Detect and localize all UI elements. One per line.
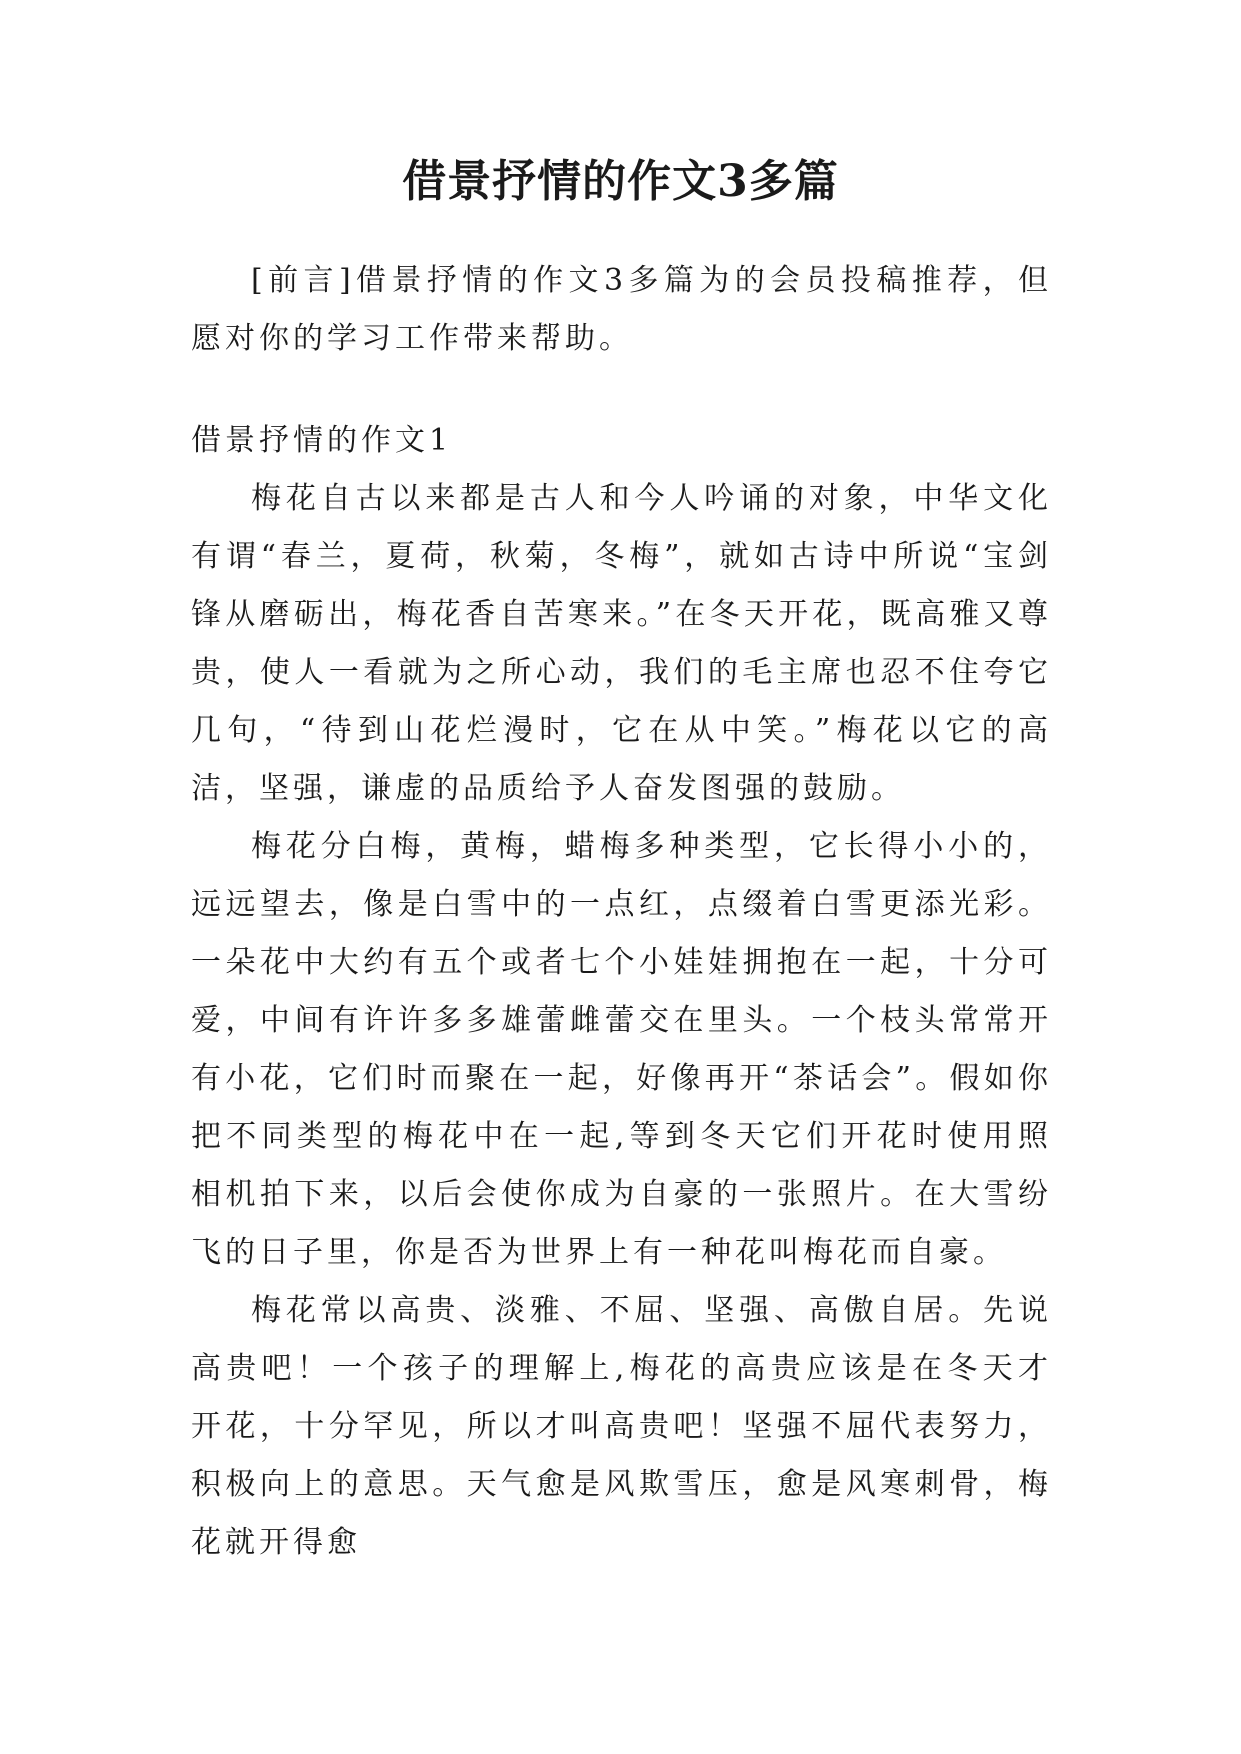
body-paragraph-3: 梅花常以高贵、淡雅、不屈、坚强、高傲自居。先说高贵吧！一个孩子的理解上,梅花的高贵应该是在冬天才开花，十分罕见，所以才叫高贵吧！坚强不屈代表努力，积极向上的意思。天气愈是风欺雪压，愈是风寒刺骨，梅花就开得愈 [191, 1293, 1052, 1560]
body-paragraph-2: 梅花分白梅，黄梅，蜡梅多种类型，它长得小小的，远远望去，像是白雪中的一点红，点缀着白雪更添光彩。一朵花中大约有五个或者七个小娃娃拥抱在一起，十分可爱，中间有许许多多雄蕾雌蕾交在里头。一个枝头常常开有小花，它们时而聚在一起，好像再开“茶话会”。假如你把不同类型的梅花中在一起,等到冬天它们开花时使用照相机拍下来，以后会使你成为自豪的一张照片。在大雪纷飞的日子里，你是否为世界上有一种花叫梅花而自豪。 [191, 829, 1052, 1270]
preface-paragraph: [前言]借景抒情的作文3多篇为的会员投稿推荐，但愿对你的学习工作带来帮助。 [191, 263, 1052, 356]
section-heading: 借景抒情的作文1 [191, 423, 453, 458]
document-body [191, 252, 1052, 1572]
document-title: 借景抒情的作文3多篇 [402, 156, 839, 207]
body-paragraph-1: 梅花自古以来都是古人和今人吟诵的对象，中华文化有谓“春兰，夏荷，秋菊，冬梅”，就如古诗中所说“宝剑锋从磨砺出，梅花香自苦寒来。”在冬天开花，既高雅又尊贵，使人一看就为之所心动，我们的毛主席也忍不住夸它几句，“待到山花烂漫时，它在从中笑。”梅花以它的高洁，坚强，谦虚的品质给予人奋发图强的鼓励。 [191, 481, 1052, 806]
